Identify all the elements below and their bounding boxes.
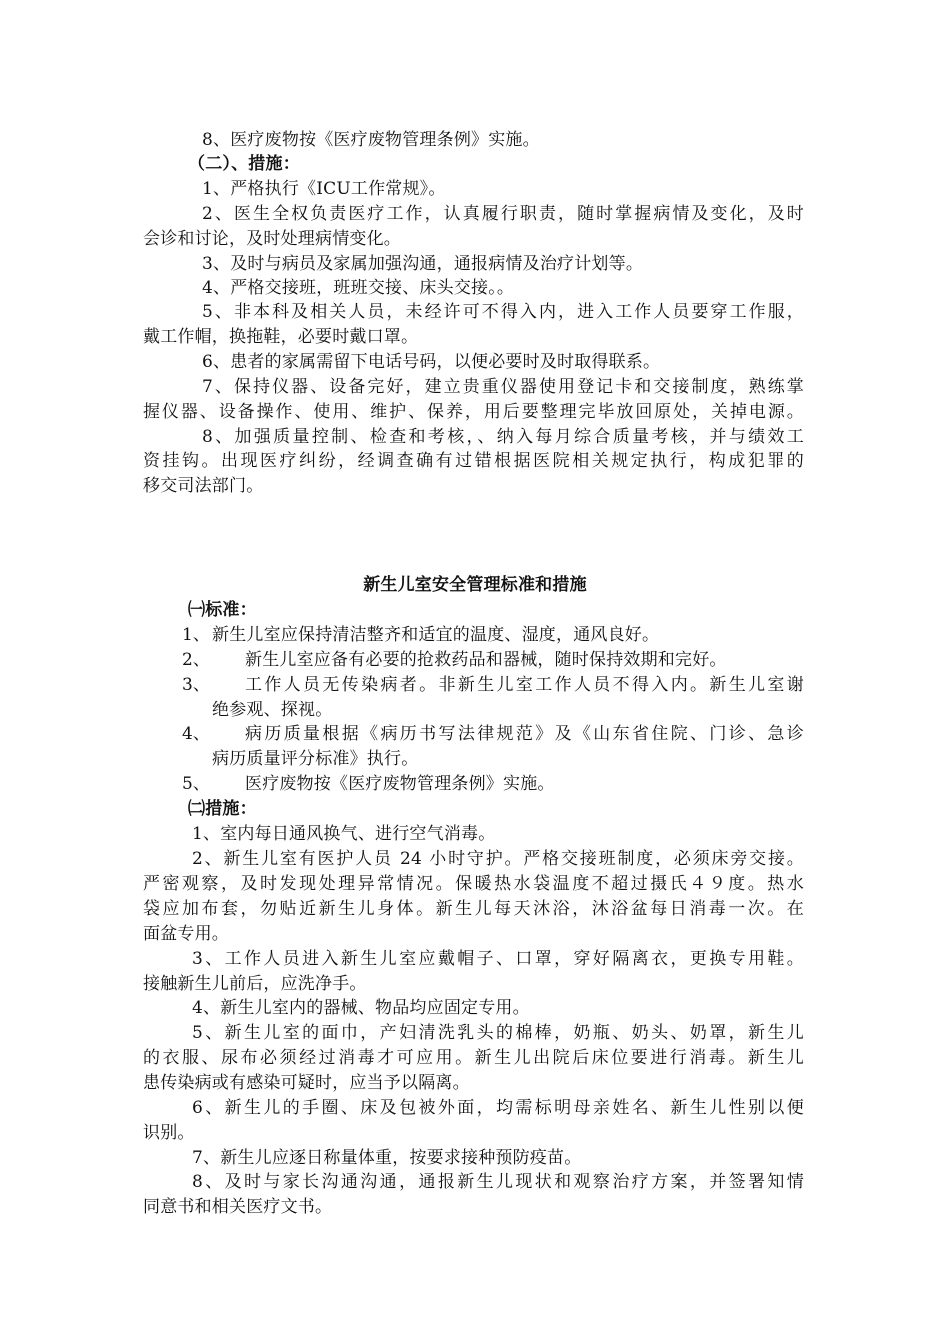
measure-line: 6、患者的家属需留下电话号码，以便必要时及时取得联系。	[202, 352, 661, 372]
measure-line: 5、新生儿室的面巾，产妇清洗乳头的棉棒，奶瓶、奶头、奶罩，新生儿	[192, 1023, 804, 1043]
measure-line: 2、新生儿室有医护人员 24 小时守护。严格交接班制度，必须床旁交接。	[192, 849, 804, 869]
item-8-medical-waste: 8、医疗废物按《医疗废物管理条例》实施。	[202, 130, 540, 150]
measure-line: 3、及时与病员及家属加强沟通，通报病情及治疗计划等。	[202, 254, 644, 274]
standard-text: 病历质量根据《病历书写法律规范》及《山东省住院、门诊、急诊	[245, 724, 804, 744]
measure-line: 4、新生儿室内的器械、物品均应固定专用。	[192, 998, 530, 1018]
measure-line: 资挂钩。出现医疗纠纷，经调查确有过错根据医院相关规定执行，构成犯罪的	[143, 451, 804, 471]
measure-line: 移交司法部门。	[143, 476, 264, 496]
standards-heading: ㈠标准：	[188, 600, 257, 620]
measure-line: 识别。	[143, 1123, 195, 1143]
measure-line: 戴工作帽，换拖鞋，必要时戴口罩。	[143, 327, 419, 347]
section-title: 新生儿室安全管理标准和措施	[363, 575, 587, 595]
standard-text: 医疗废物按《医疗废物管理条例》实施。	[245, 774, 555, 794]
measure-line: 接触新生儿前后，应洗净手。	[143, 974, 367, 994]
measure-line: 会诊和讨论，及时处理病情变化。	[143, 229, 401, 249]
standard-number: 4、	[182, 724, 210, 744]
measure-line: 严密观察，及时发现处理异常情况。保暖热水袋温度不超过摄氏４９度。热水	[143, 874, 804, 894]
standard-number: 2、	[182, 650, 210, 670]
standard-text: 新生儿室应保持清洁整齐和适宜的温度、湿度，通风良好。	[212, 625, 660, 645]
measure-line: 1、室内每日通风换气、进行空气消毒。	[192, 824, 496, 844]
standard-text-continued: 绝参观、探视。	[212, 700, 333, 720]
measure-line: 6、新生儿的手圈、床及包被外面，均需标明母亲姓名、新生儿性别以便	[192, 1098, 804, 1118]
standard-number: 1、	[182, 625, 210, 645]
measure-line: 患传染病或有感染可疑时，应当予以隔离。	[143, 1073, 470, 1093]
measure-line: 袋应加布套，勿贴近新生儿身体。新生儿每天沐浴，沐浴盆每日消毒一次。在	[143, 899, 804, 919]
standard-text: 新生儿室应备有必要的抢救药品和器械，随时保持效期和完好。	[245, 650, 727, 670]
standard-number: 3、	[182, 675, 210, 695]
measure-line: 4、严格交接班，班班交接、床头交接。。	[202, 278, 515, 298]
measure-line: 8、加强质量控制、检查和考核，、纳入每月综合质量考核，并与绩效工	[202, 427, 804, 447]
measure-line: 握仪器、设备操作、使用、维护、保养，用后要整理完毕放回原处，关掉电源。	[143, 402, 804, 422]
standard-text-continued: 病历质量评分标准》执行。	[212, 749, 419, 769]
standard-text: 工作人员无传染病者。非新生儿室工作人员不得入内。新生儿室谢	[245, 675, 804, 695]
measure-line: 2、医生全权负责医疗工作，认真履行职责，随时掌握病情及变化，及时	[202, 204, 804, 224]
measure-line: 7、新生儿应逐日称量体重，按要求接种预防疫苗。	[192, 1148, 582, 1168]
measures-heading-2: ㈡措施：	[188, 799, 257, 819]
measure-line: 3、工作人员进入新生儿室应戴帽子、口罩，穿好隔离衣，更换专用鞋。	[192, 949, 804, 969]
measure-line: 5、非本科及相关人员，未经许可不得入内，进入工作人员要穿工作服，	[202, 302, 804, 322]
measures-heading: （二）、措施：	[188, 154, 300, 174]
measure-line: 的衣服、尿布必须经过消毒才可应用。新生儿出院后床位要进行消毒。新生儿	[143, 1048, 804, 1068]
standard-number: 5、	[182, 774, 210, 794]
measure-line: 同意书和相关医疗文书。	[143, 1197, 333, 1217]
measure-line: 7、保持仪器、设备完好，建立贵重仪器使用登记卡和交接制度，熟练掌	[202, 377, 804, 397]
measure-line: 1、严格执行《ICU工作常规》。	[202, 179, 446, 199]
measure-line: 面盆专用。	[143, 924, 229, 944]
measure-line: 8、及时与家长沟通沟通，通报新生儿现状和观察治疗方案，并签署知情	[192, 1172, 804, 1192]
